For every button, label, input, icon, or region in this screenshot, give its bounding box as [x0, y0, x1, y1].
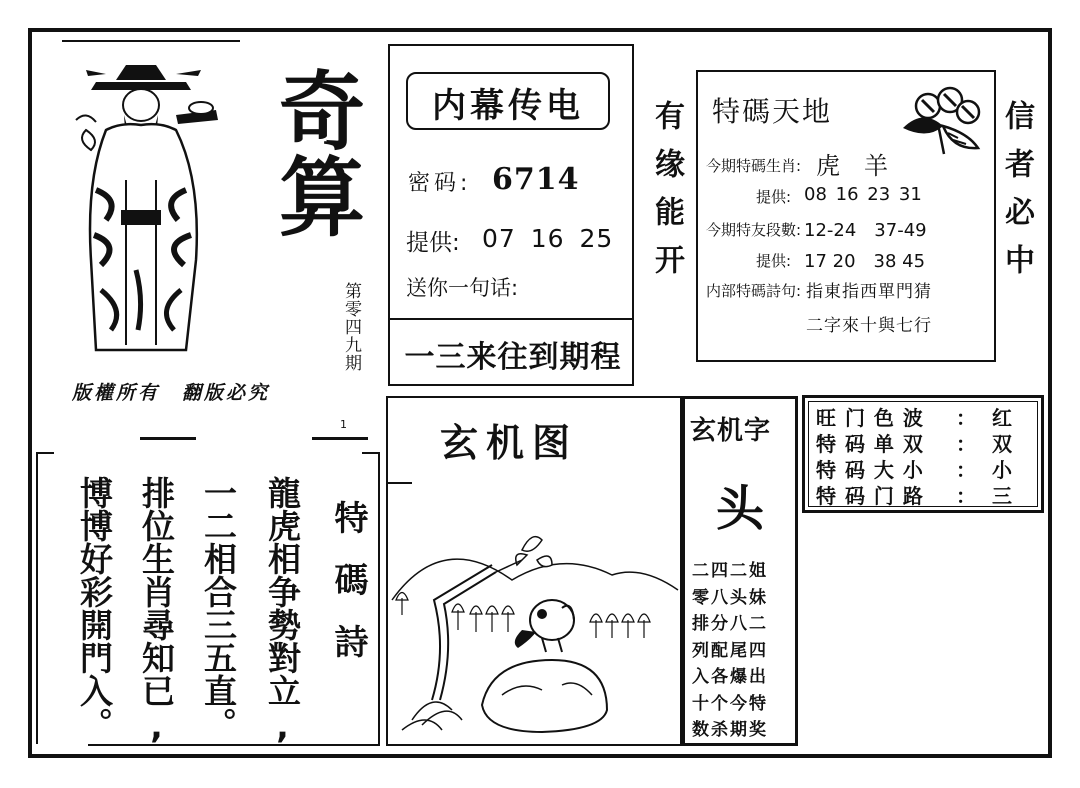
xuanji-tu-title: 玄机图: [440, 421, 579, 465]
zodiac-label: 今期特碼生肖:: [706, 157, 802, 175]
password-value: 6714: [492, 162, 580, 197]
provide2-value: 17 20 38 45: [804, 251, 926, 272]
poem-title: 特碼詩: [328, 500, 368, 686]
stat-label: 特 码 大 小: [816, 458, 924, 482]
poem-bracket-left-h: [36, 452, 54, 454]
xuanji-zi-row: 十个今特: [692, 693, 768, 714]
provide1-value: 08 16 23 31: [804, 184, 922, 205]
poem-line2: 二字來十與七行: [806, 316, 932, 336]
password-label: 密码:: [408, 171, 472, 196]
stat-sep: ：: [956, 432, 976, 456]
fate-right-text: 信者必中: [999, 100, 1034, 292]
copyright-notice: 版權所有 翻版必究: [72, 382, 271, 404]
poem-bracket-right-v: [378, 452, 380, 744]
stat-row: [816, 454, 1032, 480]
segment-value: 12-24 37-49: [804, 220, 927, 241]
stat-sep: ：: [956, 406, 976, 430]
saying-text: 一三来往到期程: [404, 340, 622, 375]
poem-bottom-rule: [88, 744, 380, 746]
saying-label: 送你一句话:: [406, 276, 519, 300]
bird-landscape-illustration: [392, 520, 678, 740]
saying-rule: [390, 318, 634, 320]
stat-row: [816, 428, 1032, 454]
deity-illustration: [66, 60, 226, 360]
xuanji-zi-rows: [692, 558, 768, 744]
fate-left-text: 有缘能开: [649, 100, 684, 292]
stat-value: 三: [992, 484, 1012, 508]
xuanji-tu-rule: [388, 482, 412, 484]
insider-header: 内幕传电: [432, 86, 584, 126]
xuanji-zi-label: 玄机字: [690, 416, 772, 446]
stat-label: 特 码 单 双: [816, 432, 924, 456]
top-left-rule: [62, 40, 240, 42]
stat-label: 特 码 门 路: [816, 484, 924, 508]
stat-label: 旺 门 色 波: [816, 406, 924, 430]
provide-numbers: 07 16 25: [482, 224, 614, 253]
stat-row: [816, 402, 1032, 428]
poem-bracket-left-v: [36, 452, 38, 744]
poem-column: 博博好彩開門入。: [75, 476, 114, 740]
xuanji-zi-row: 数杀期奖: [692, 720, 768, 740]
poem-bracket-right-h: [362, 452, 380, 454]
poem-column: 一二相合三五直。: [199, 476, 238, 740]
provide-label: 提供:: [406, 230, 460, 256]
issue-number: 第零四九期: [341, 282, 361, 372]
mid-rule-right: [312, 437, 368, 440]
xuanji-zi-char: 头: [716, 481, 765, 537]
special-heading: 特碼天地: [712, 95, 833, 128]
stats-list: [816, 402, 1032, 506]
stray-mark: 1: [340, 418, 347, 431]
stat-row: [816, 480, 1032, 506]
stat-sep: ：: [956, 458, 976, 482]
poem-column: 排位生肖尋知已,: [137, 476, 176, 746]
provide1-label: 提供:: [756, 188, 792, 206]
segment-label: 今期特友段數:: [706, 221, 802, 239]
zodiac-value: 虎 羊: [816, 152, 888, 180]
xuanji-zi-row: 排分八二: [692, 614, 768, 634]
xuanji-zi-row: 入各爆出: [692, 667, 768, 687]
poem-column: 龍虎相争勢對立,: [263, 476, 302, 746]
provide2-label: 提供:: [756, 252, 792, 270]
fruit-icon: [898, 78, 988, 158]
stat-value: 双: [992, 432, 1012, 456]
xuanji-zi-row: 零八头妹: [692, 587, 768, 608]
stat-value: 红: [992, 406, 1012, 430]
xuanji-zi-row: 列配尾四: [692, 640, 768, 661]
stat-value: 小: [992, 458, 1012, 482]
poem-line1: 指東指西單門猜: [806, 282, 932, 302]
xuanji-zi-row: 二四二姐: [692, 561, 768, 581]
stat-sep: ：: [956, 484, 976, 508]
mid-rule-left: [140, 437, 196, 440]
page-title: 奇算: [264, 66, 364, 238]
poem-label: 内部特碼詩句:: [706, 282, 802, 300]
